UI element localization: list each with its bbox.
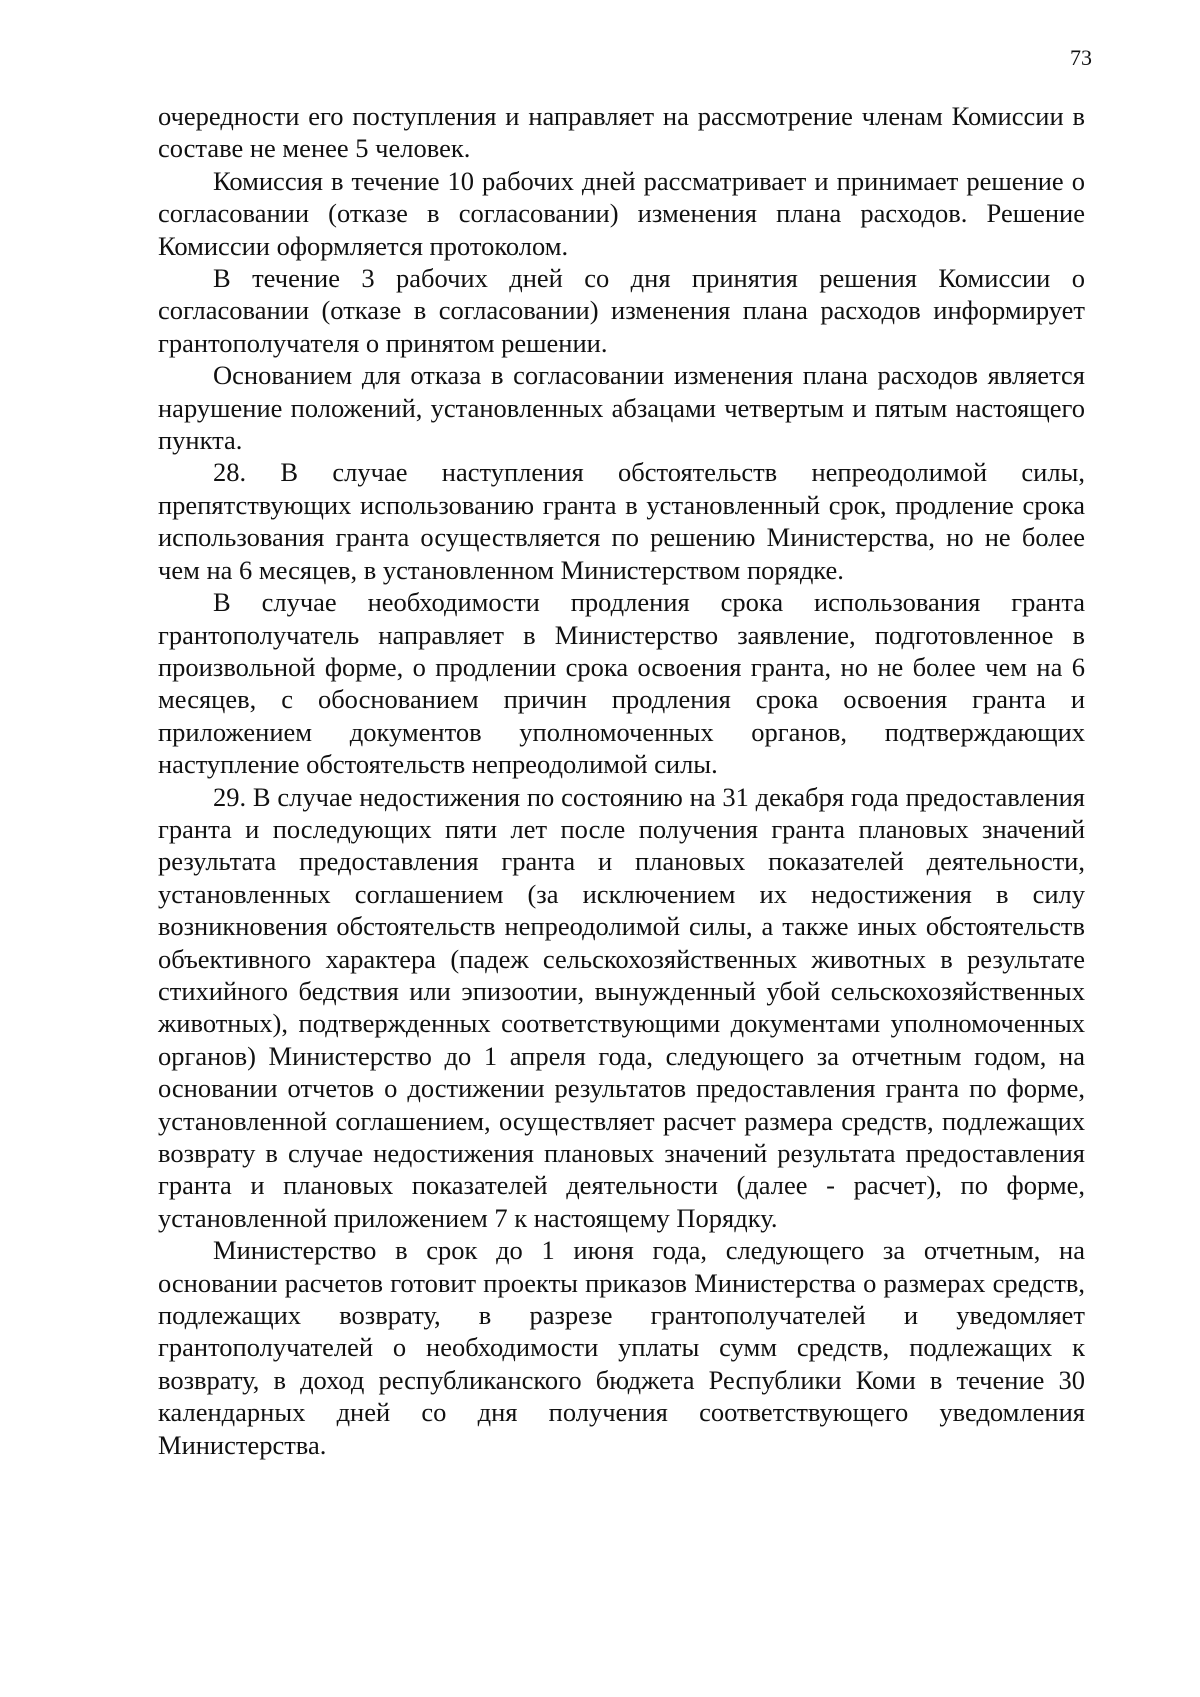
paragraph-continuation: очередности его поступления и направляет на рассмотрение членам Комиссии в составе не менее 5 человек. (158, 101, 1085, 164)
paragraph-refund-orders: Министерство в срок до 1 июня года, следующего за отчетным, на основании расчетов готовит проекты приказов Министерства о размерах средств, подлежащих возврату, в разрезе грантополучателей и уведомляет грантополучателей о необходимости уплаты сумм средств, подлежащих к возврату, в доход республиканского бюджета Республики Коми в течение 30 календарных дней со дня получения соответствующего уведомления Министерства. (158, 1235, 1085, 1460)
paragraph-commission-review: Комиссия в течение 10 рабочих дней рассматривает и принимает решение о согласовании (отказе в согласовании) изменения плана расходов. Решение Комиссии оформляется протоколом. (158, 165, 1085, 261)
paragraph-notification: В течение 3 рабочих дней со дня принятия решения Комиссии о согласовании (отказе в согласовании) изменения плана расходов информирует грантополучателя о принятом решении. (158, 263, 1085, 358)
paragraph-item-28: 28. В случае наступления обстоятельств непреодолимой силы, препятствующих использованию гранта в установленный срок, продление срока использования гранта осуществляется по решению Министерства, но не более чем на 6 месяцев, в установленном Министерством порядке. (158, 457, 1085, 585)
page-number: 73 (1070, 45, 1092, 70)
document-body (158, 100, 1085, 1461)
paragraph-item-29: 29. В случае недостижения по состоянию на 31 декабря года предоставления гранта и последующих пяти лет после получения гранта плановых значений результата предоставления гранта и плановых показателей деятельности, установленных соглашением (за исключением их недостижения в силу возникновения обстоятельств непреодолимой силы, а также иных обстоятельств объективного характера (падеж сельскохозяйственных животных в результате стихийного бедствия или эпизоотии, вынужденный убой сельскохозяйственных животных), подтвержденных соответствующими документами уполномоченных органов) Министерство до 1 апреля года, следующего за отчетным годом, на основании отчетов о достижении результатов предоставления гранта по форме, установленной соглашением, осуществляет расчет размера средств, подлежащих возврату в случае недостижения плановых значений результата предоставления гранта и плановых показателей деятельности (далее - расчет), по форме, установленной приложением 7 к настоящему Порядку. (158, 781, 1085, 1233)
paragraph-refusal-grounds: Основанием для отказа в согласовании изменения плана расходов является нарушение положений, установленных абзацами четвертым и пятым настоящего пункта. (158, 360, 1085, 456)
paragraph-extension-request: В случае необходимости продления срока использования гранта грантополучатель направляет в Министерство заявление, подготовленное в произвольной форме, о продлении срока освоения гранта, но не более чем на 6 месяцев, с обоснованием причин продления срока освоения гранта и приложением документов уполномоченных органов, подтверждающих наступление обстоятельств непреодолимой силы. (158, 587, 1085, 780)
